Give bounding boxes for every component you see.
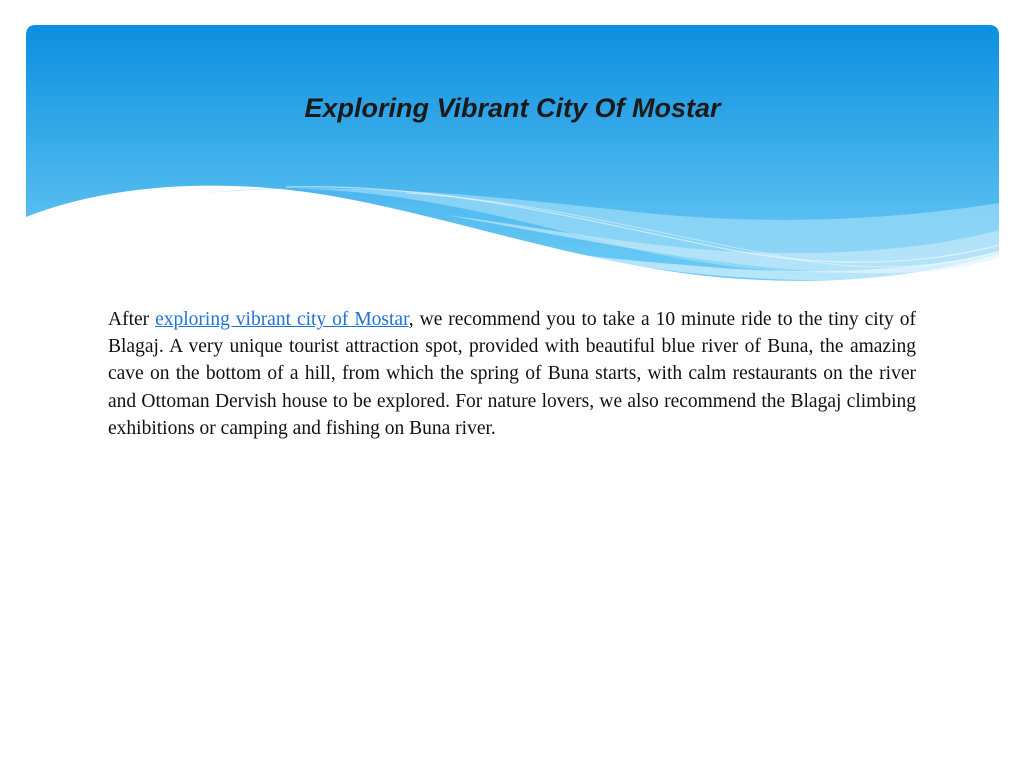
paragraph-body-text: , we recommend you to take a 10 minute ride to the tiny city of Blagaj. A very unique tourist attraction spot, provided with beautiful blue river of Buna, the amazing cave on the bottom of a hill, from which the spring of Buna starts, with calm restaurants on the river and Ottoman Dervish house to be explored. For nature lovers, we also recommend the Blagaj climbing exhibitions or camping and fishing on Buna river. [108, 309, 916, 439]
slide-title: Exploring Vibrant City Of Mostar [304, 93, 721, 123]
mostar-link[interactable]: exploring vibrant city of Mostar [155, 309, 409, 330]
body-paragraph [108, 306, 916, 442]
header-wave-background [26, 25, 999, 287]
paragraph-intro-text: After [108, 309, 156, 330]
